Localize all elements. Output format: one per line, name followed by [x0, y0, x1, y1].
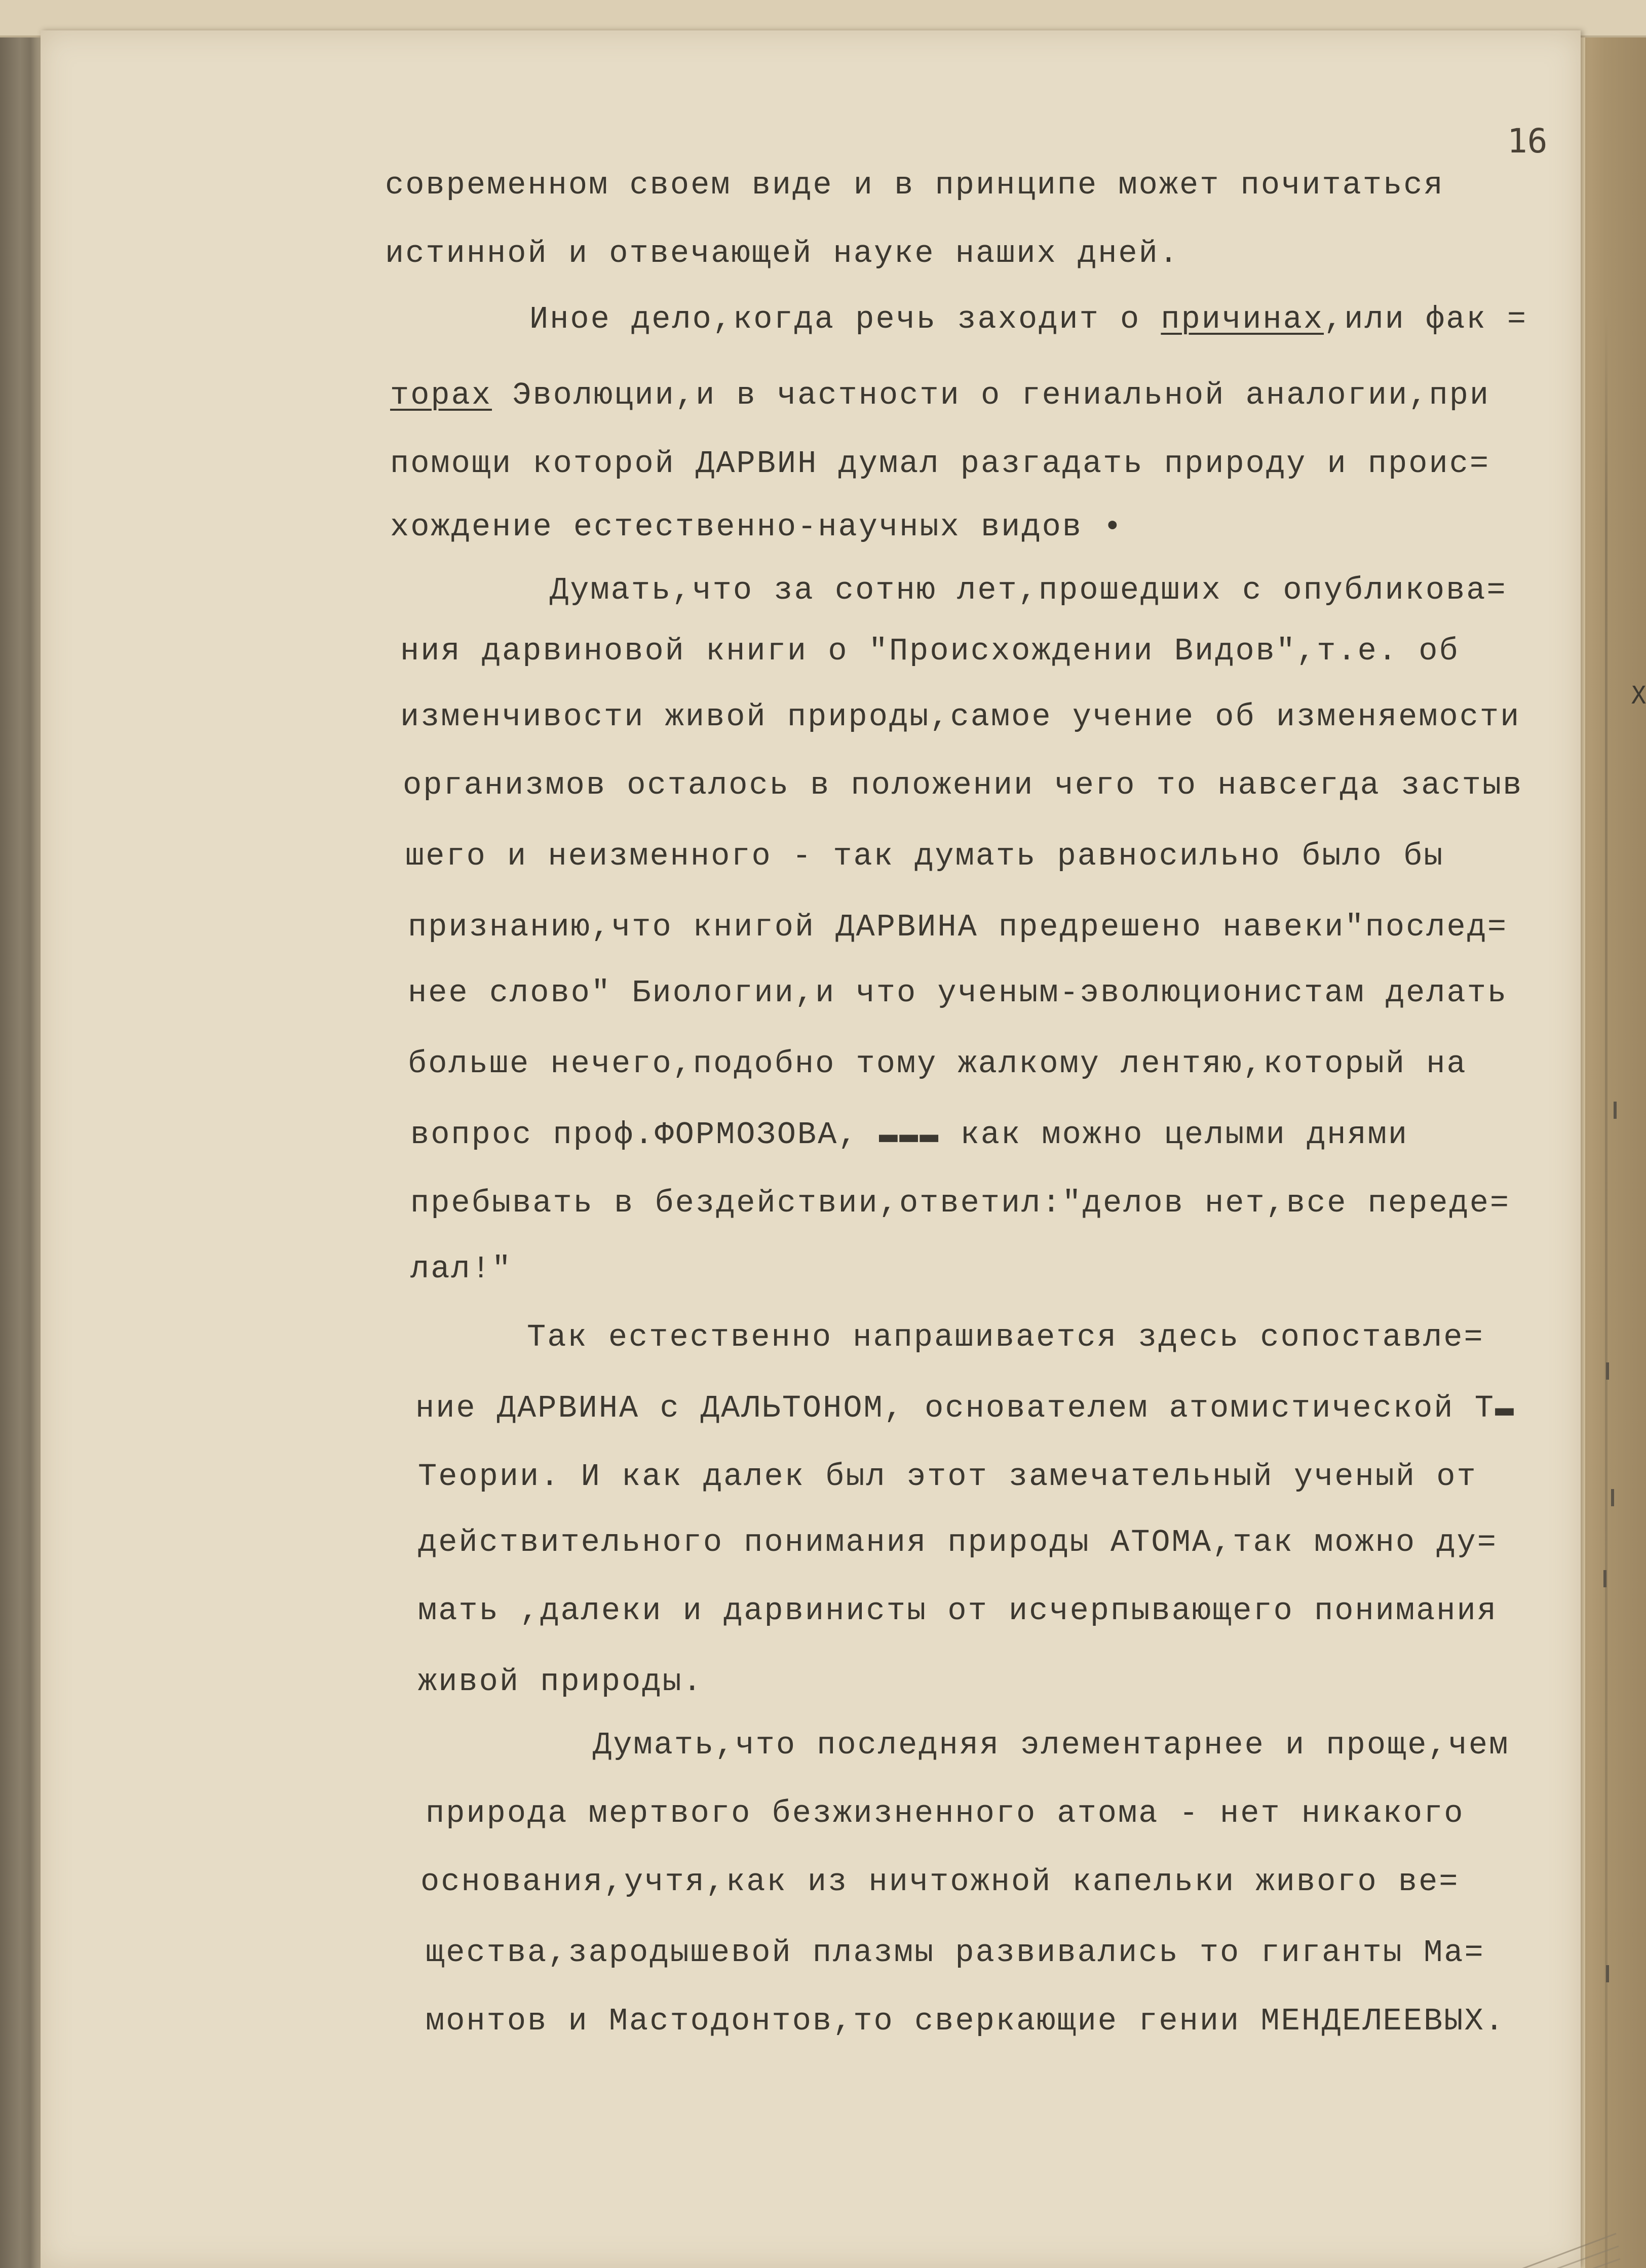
text-line: ние ДАРВИНА с ДАЛЬТОНОМ, основателем атомистической Т▬	[415, 1390, 1516, 1426]
text-line: Думать,что за сотню лет,прошедших с опубликова=	[550, 572, 1507, 608]
text-line: природа мертвого безжизненного атома - нет никакого	[426, 1795, 1465, 1831]
text-line-underlined	[390, 377, 1490, 413]
margin-tick-mark	[1606, 1965, 1609, 1982]
text-line: вопрос проф.ФОРМОЗОВА, ▬▬▬ как можно целыми днями	[410, 1117, 1409, 1153]
text-line: признанию,что книгой ДАРВИНА предрешено навеки"послед=	[408, 909, 1508, 945]
text-fragment: Эволюции,и в частности о гениальной аналогии,при	[492, 377, 1490, 413]
text-line: пребывать в бездействии,ответил:"делов нет,все переде=	[410, 1185, 1511, 1221]
margin-tick-mark	[1611, 1489, 1614, 1506]
text-fragment: ,или фак =	[1324, 301, 1528, 337]
text-fragment: Иное дело,когда речь заходит о	[529, 301, 1161, 337]
text-line: шего и неизменного - так думать равносильно было бы	[405, 838, 1444, 874]
text-line: изменчивости живой природы,самое учение об изменяемости	[400, 699, 1521, 735]
text-line: мать ,далеки и дарвинисты от исчерпывающего понимания	[418, 1593, 1498, 1629]
underlined-word: причинах	[1161, 301, 1324, 337]
margin-tick-mark	[1614, 1102, 1617, 1119]
text-line: действительного понимания природы АТОМА,так можно ду=	[418, 1524, 1498, 1560]
margin-tick-mark	[1606, 1362, 1609, 1380]
margin-x-mark: Х	[1631, 681, 1646, 710]
text-line: монтов и Мастодонтов,то сверкающие гении МЕНДЕЛЕЕВЫХ.	[426, 2003, 1505, 2039]
text-line: ния дарвиновой книги о "Происхождении Видов",т.е. об	[400, 633, 1460, 669]
pencil-strokes-corner	[1449, 2223, 1621, 2268]
text-line: живой природы.	[418, 1664, 703, 1700]
text-line: истинной и отвечающей науке наших дней.	[385, 236, 1180, 271]
text-line: организмов осталось в положении чего то навсегда застыв	[403, 767, 1523, 803]
text-line: Так естественно напрашивается здесь сопоставле=	[527, 1319, 1484, 1355]
text-line: щества,зародышевой плазмы развивались то гиганты Ма=	[426, 1935, 1485, 1971]
text-line: основания,учтя,как из ничтожной капельки живого ве=	[420, 1864, 1460, 1900]
typewritten-page	[41, 30, 1646, 2268]
text-line: больше нечего,подобно тому жалкому лентяю,который на	[408, 1046, 1467, 1082]
text-line: современном своем виде и в принципе может почитаться	[385, 167, 1444, 203]
text-line-underlined	[529, 301, 1528, 337]
page-number: 16	[1507, 122, 1548, 161]
underlined-word: торах	[390, 377, 492, 413]
text-line: Думать,что последняя элементарнее и проще,чем	[593, 1727, 1510, 1763]
text-line: лал!"	[410, 1251, 513, 1287]
text-line: хождение естественно-научных видов •	[390, 509, 1124, 545]
text-line: Теории. И как далек был этот замечательный ученый от	[418, 1459, 1477, 1495]
text-line: помощи которой ДАРВИН думал разгадать природу и проис=	[390, 446, 1490, 482]
text-line: нее слово" Биологии,и что ученым-эволюционистам делать	[408, 975, 1508, 1011]
margin-tick-mark	[1603, 1570, 1606, 1587]
